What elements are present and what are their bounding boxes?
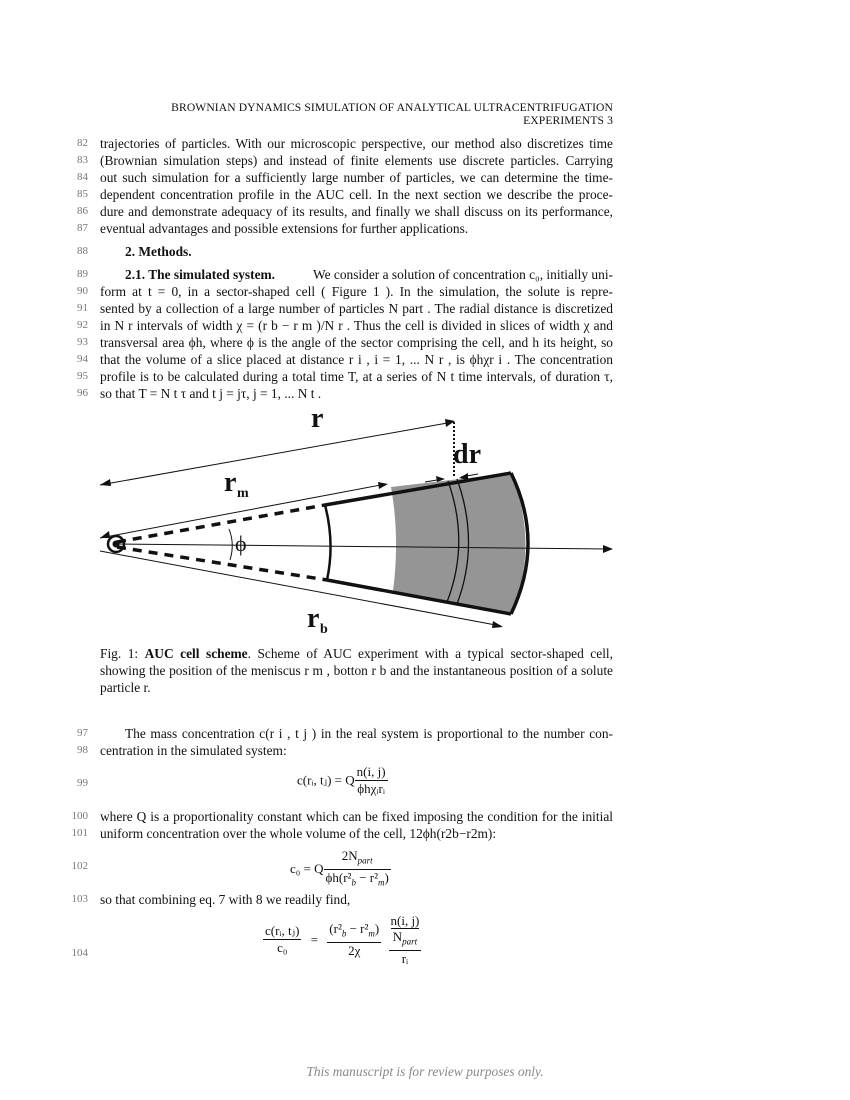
eq3-mid-b: b	[341, 928, 347, 939]
line-number: 83	[77, 154, 88, 166]
line-number: 90	[77, 285, 88, 297]
meniscus-arc	[325, 505, 331, 580]
text-line: that the volume of a slice placed at distance r i , i = 1, ... N r , is ϕhχr i . The concentration	[100, 352, 613, 367]
text-line: where Q is a proportionality constant which can be fixed imposing the condition for the initial	[100, 809, 613, 824]
angle-arc	[229, 529, 232, 560]
line-number: 89	[77, 268, 88, 280]
rm-arrow-head-right	[378, 482, 388, 489]
rm-arrow-head-left	[100, 531, 110, 538]
line-number: 85	[77, 188, 88, 200]
line-number: 102	[71, 860, 88, 872]
eq3-mid-m: m	[368, 928, 375, 939]
text-line: trajectories of particles. With our microscopic perspective, our method also discretizes time	[100, 136, 613, 151]
text-line: so that combining eq. 7 with 8 we readily find,	[100, 892, 351, 907]
label-dr: dr	[453, 439, 481, 470]
section-heading: 2. Methods.	[125, 244, 192, 259]
label-rb: r	[307, 603, 320, 634]
line-number: 98	[77, 744, 88, 756]
eq3-mid-a: (r²	[329, 921, 342, 936]
eq2-den-a: ϕh(r²	[325, 869, 352, 885]
eq2-den-mid: − r²	[355, 869, 378, 885]
text-line: so that T = N t τ and t j = jτ, j = 1, ... N t .	[100, 386, 322, 401]
line-number: 103	[71, 893, 88, 905]
label-rb-sub: b	[320, 622, 328, 637]
axis-arrowhead	[603, 545, 613, 553]
eq3-lhs-denominator: c₀	[277, 940, 288, 956]
line-number: 88	[77, 245, 88, 257]
label-rm: r	[224, 467, 237, 498]
line-number: 97	[77, 727, 88, 739]
eq1-denominator: ϕhχᵢrᵢ	[357, 781, 385, 796]
text-line: sented by a collection of a large number of particles N part . The radial distance is discretized	[100, 301, 613, 316]
eq2-den-m: m	[378, 877, 385, 888]
r-arrow-head-left	[100, 479, 111, 486]
eq2-numerator-sub: part	[357, 855, 373, 866]
line-number: 82	[77, 137, 88, 149]
subsection-heading: 2.1. The simulated system.	[125, 267, 276, 282]
equation-initial-concentration	[290, 848, 391, 890]
line-number: 84	[77, 171, 88, 183]
text-line: form at t = 0, in a sector-shaped cell ( Figure 1 ). In the simulation, the solute is repre-	[100, 284, 613, 299]
eq3-mid-c: − r²	[346, 921, 369, 936]
line-number: 96	[77, 387, 88, 399]
eq3-mid-end: )	[374, 921, 380, 936]
eq3-right-denominator: rᵢ	[401, 950, 409, 966]
label-rm-sub: m	[237, 486, 249, 501]
eq3-right-mid: N	[392, 929, 403, 944]
eq1-numerator: n(i, j)	[356, 764, 386, 779]
auc-cell-figure	[95, 405, 620, 640]
text-line: dependent concentration profile in the AUC cell. In the next section we describe the proce-	[100, 187, 613, 202]
line-number: 104	[71, 947, 88, 959]
text-line	[125, 266, 613, 283]
eq3-right-top: n(i, j)	[390, 913, 420, 928]
line-number: 92	[77, 319, 88, 331]
line-number: 94	[77, 353, 88, 365]
text-line: dure and demonstrate adequacy of its results, and finally we shall discuss on its performance,	[100, 204, 613, 219]
text-line: uniform concentration over the whole volume of the cell, 12ϕh(r2b−r2m):	[100, 826, 497, 841]
line-number: 100	[71, 810, 88, 822]
rb-arrow-head-right	[492, 621, 503, 628]
text-line: centration in the simulated system:	[100, 743, 287, 758]
running-header: BROWNIAN DYNAMICS SIMULATION OF ANALYTICAL ULTRACENTRIFUGATION EXPERIMENTS 3	[171, 101, 613, 127]
axis-line	[117, 544, 610, 549]
line-number: 99	[77, 777, 88, 789]
text-line: in N r intervals of width χ = (r b − r m )/N r . Thus the cell is divided in slices of width χ and	[100, 318, 613, 333]
label-r: r	[311, 405, 324, 434]
eq1-lhs: c(rᵢ, tⱼ) = Q	[297, 772, 355, 788]
text-line: (Brownian simulation steps) and instead of finite elements use discrete particles. Carrying	[100, 153, 613, 168]
caption-title: AUC cell scheme	[144, 646, 248, 661]
line-number: 86	[77, 205, 88, 217]
rotation-center-dot	[113, 541, 120, 548]
text-line: eventual advantages and possible extensions for further applications.	[100, 221, 469, 236]
label-phi: ϕ	[235, 531, 247, 556]
eq3-equals: =	[310, 931, 319, 947]
line-number: 87	[77, 222, 88, 234]
caption-line: showing the position of the meniscus r m , botton r b and the instantaneous position of a solute	[100, 663, 613, 678]
r-arrow	[100, 422, 453, 485]
eq2-den-end: )	[384, 869, 389, 885]
eq2-den-b: b	[351, 877, 356, 888]
text-line-rest: We consider a solution of concentration c₀, initially uni-	[313, 267, 613, 282]
line-number: 101	[71, 827, 88, 839]
equation-normalized-concentration	[263, 913, 421, 967]
eq3-mid-denominator: 2χ	[348, 942, 361, 958]
equation-concentration	[297, 764, 388, 797]
eq3-lhs-numerator: c(rᵢ, tⱼ)	[265, 923, 300, 939]
text-line: out such simulation for a sufficiently large number of particles, we can determine the time-	[100, 170, 613, 185]
text-line: profile is to be calculated during a total time T, at a series of N t time intervals, of duration τ,	[100, 369, 613, 384]
text-line: The mass concentration c(r i , t j ) in the real system is proportional to the number con-	[125, 726, 613, 741]
review-footer: This manuscript is for review purposes only.	[306, 1064, 544, 1079]
dashed-top-edge	[117, 505, 325, 542]
eq2-numerator: 2N	[341, 848, 358, 863]
line-number: 93	[77, 336, 88, 348]
line-number: 91	[77, 302, 88, 314]
line-number: 95	[77, 370, 88, 382]
caption-line: particle r.	[100, 680, 151, 695]
figure-caption	[100, 645, 613, 696]
caption-rest: . Scheme of AUC experiment with a typical sector-shaped cell,	[247, 646, 613, 661]
dashed-bottom-edge	[117, 547, 327, 580]
caption-prefix: Fig. 1:	[100, 646, 139, 661]
eq3-right-mid-sub: part	[402, 936, 418, 947]
eq2-lhs: c₀ = Q	[290, 861, 324, 877]
text-line: transversal area ϕh, where ϕ is the angle of the sector comprising the cell, and h its height, so	[100, 335, 613, 350]
